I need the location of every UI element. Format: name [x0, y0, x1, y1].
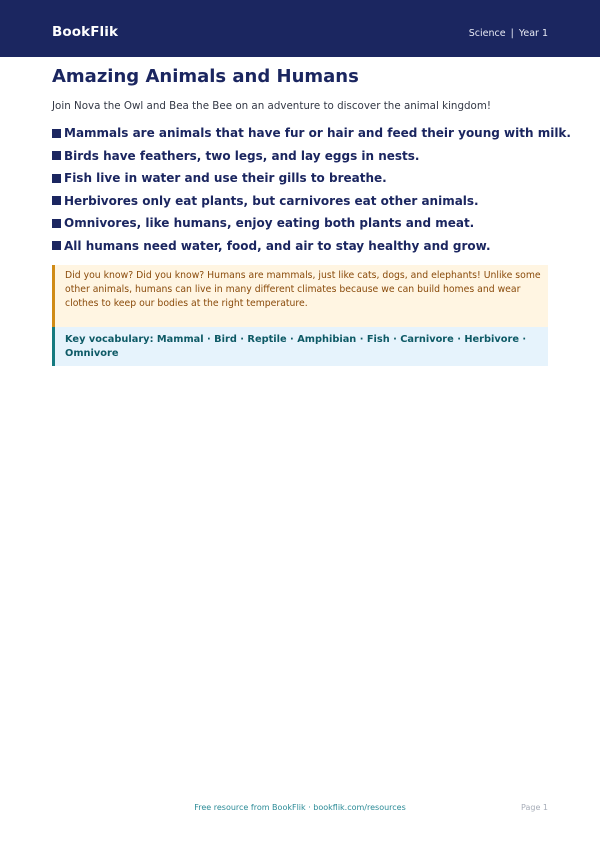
bullet-item	[52, 212, 552, 235]
square-bullet-icon	[52, 174, 61, 183]
page-number: Page 1	[521, 803, 548, 812]
intro-text: Join Nova the Owl and Bea the Bee on an adventure to discover the animal kingdom!	[52, 100, 491, 112]
bullet-item	[52, 167, 552, 190]
bullet-item	[52, 235, 552, 258]
page-title: Amazing Animals and Humans	[52, 66, 359, 87]
bullet-list	[52, 122, 571, 257]
bullet-text: Mammals are animals that have fur or hair and feed their young with milk.	[64, 126, 571, 141]
page-header	[0, 0, 600, 57]
square-bullet-icon	[52, 241, 61, 250]
footer-link-text: Free resource from BookFlik · bookflik.com/resources	[194, 803, 406, 812]
bullet-text: All humans need water, food, and air to stay healthy and grow.	[64, 238, 491, 253]
bullet-text: Fish live in water and use their gills to breathe.	[64, 171, 387, 186]
square-bullet-icon	[52, 196, 61, 205]
bullet-text: Herbivores only eat plants, but carnivores eat other animals.	[64, 193, 479, 208]
key-vocabulary-callout: Key vocabulary: Mammal · Bird · Reptile · Amphibian · Fish · Carnivore · Herbivore · Omnivore	[52, 327, 548, 366]
subject-label: Science	[468, 28, 506, 39]
bullet-item	[52, 122, 571, 145]
bullet-item	[52, 145, 552, 168]
square-bullet-icon	[52, 151, 61, 160]
meta-separator: |	[510, 28, 514, 39]
bullet-text: Birds have feathers, two legs, and lay eggs in nests.	[64, 148, 420, 163]
header-meta	[469, 27, 548, 41]
square-bullet-icon	[52, 219, 61, 228]
square-bullet-icon	[52, 129, 61, 138]
did-you-know-callout: Did you know? Did you know? Humans are mammals, just like cats, dogs, and elephants! Unlike some other animals, humans can live in many different climates because we can build homes and wear clothes to keep our bodies at the right temperature.	[52, 265, 548, 327]
brand-logo: BookFlik	[52, 24, 119, 40]
bullet-item	[52, 190, 552, 213]
year-label: Year 1	[518, 28, 548, 39]
bullet-text: Omnivores, like humans, enjoy eating both plants and meat.	[64, 216, 475, 231]
